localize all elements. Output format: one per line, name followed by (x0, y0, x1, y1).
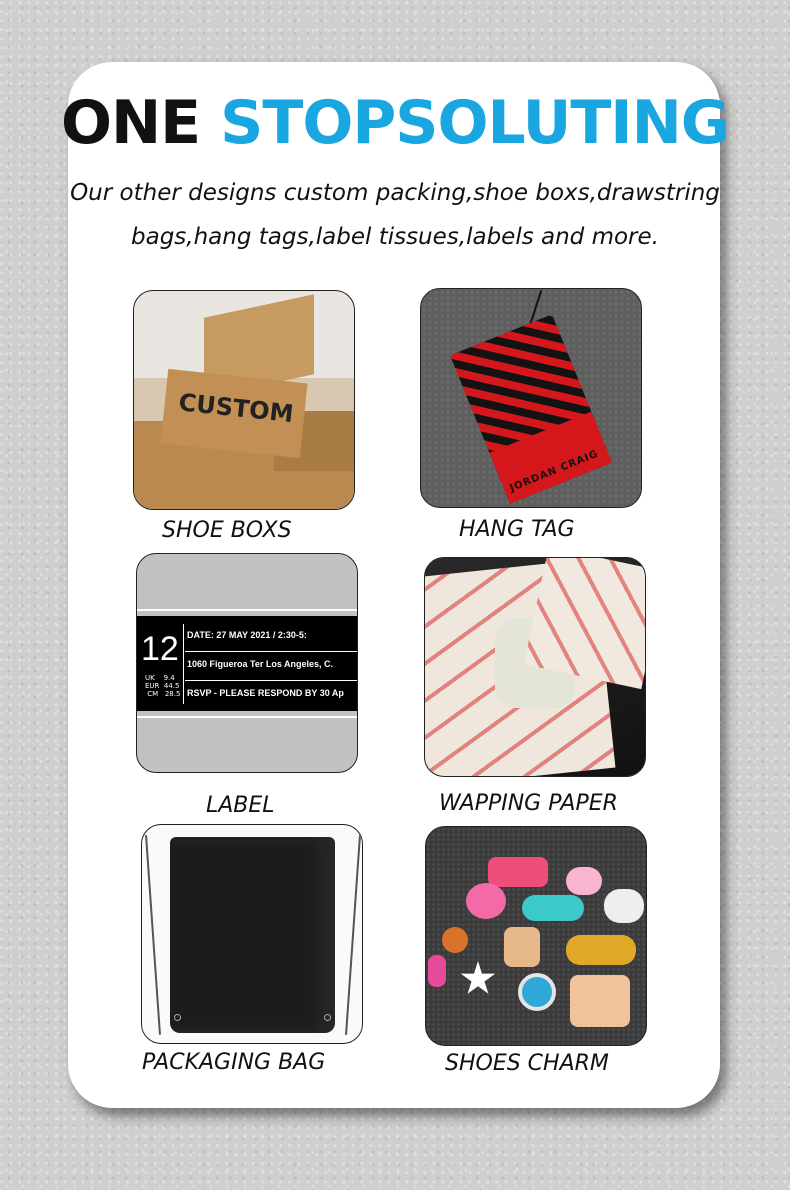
subtitle-line-2: bags,hang tags,label tissues,labels and more. (131, 224, 659, 250)
label-photo-icon (136, 553, 358, 773)
shoe-charms-photo-icon (425, 826, 647, 1046)
caption-wapping-paper: WAPPING PAPER (439, 791, 618, 816)
caption-packaging-bag: PACKAGING BAG (142, 1050, 326, 1075)
custom-box-text: CUSTOM (177, 388, 295, 429)
caption-hang-tag: HANG TAG (459, 517, 575, 542)
hang-tag-photo-icon (420, 288, 642, 508)
label-size-number: 12 (141, 630, 179, 668)
headline-part-two: STOPSOLUTING (220, 88, 730, 158)
drawstring-bag-photo-icon (141, 824, 363, 1044)
caption-label: LABEL (206, 793, 275, 818)
caption-shoe-boxs: SHOE BOXS (162, 518, 292, 543)
label-size-table: UK 9.4 EUR 44.5 CM 28.5 (145, 674, 181, 698)
subtitle-line-1: Our other designs custom packing,shoe boxs,drawstring (70, 180, 720, 206)
headline (0, 88, 790, 158)
wrapping-paper-photo-icon (424, 557, 646, 777)
shoe-box-photo-icon (133, 290, 355, 510)
headline-part-one: ONE (60, 88, 201, 158)
label-rsvp: RSVP - PLEASE RESPOND BY 30 Ap (187, 688, 344, 698)
label-date: DATE: 27 MAY 2021 / 2:30-5: (187, 630, 307, 640)
label-address: 1060 Figueroa Ter Los Angeles, C. (187, 659, 334, 669)
hang-tag-brand-text: JORDAN CRAIG (508, 448, 601, 495)
caption-shoes-charm: SHOES CHARM (445, 1051, 609, 1076)
